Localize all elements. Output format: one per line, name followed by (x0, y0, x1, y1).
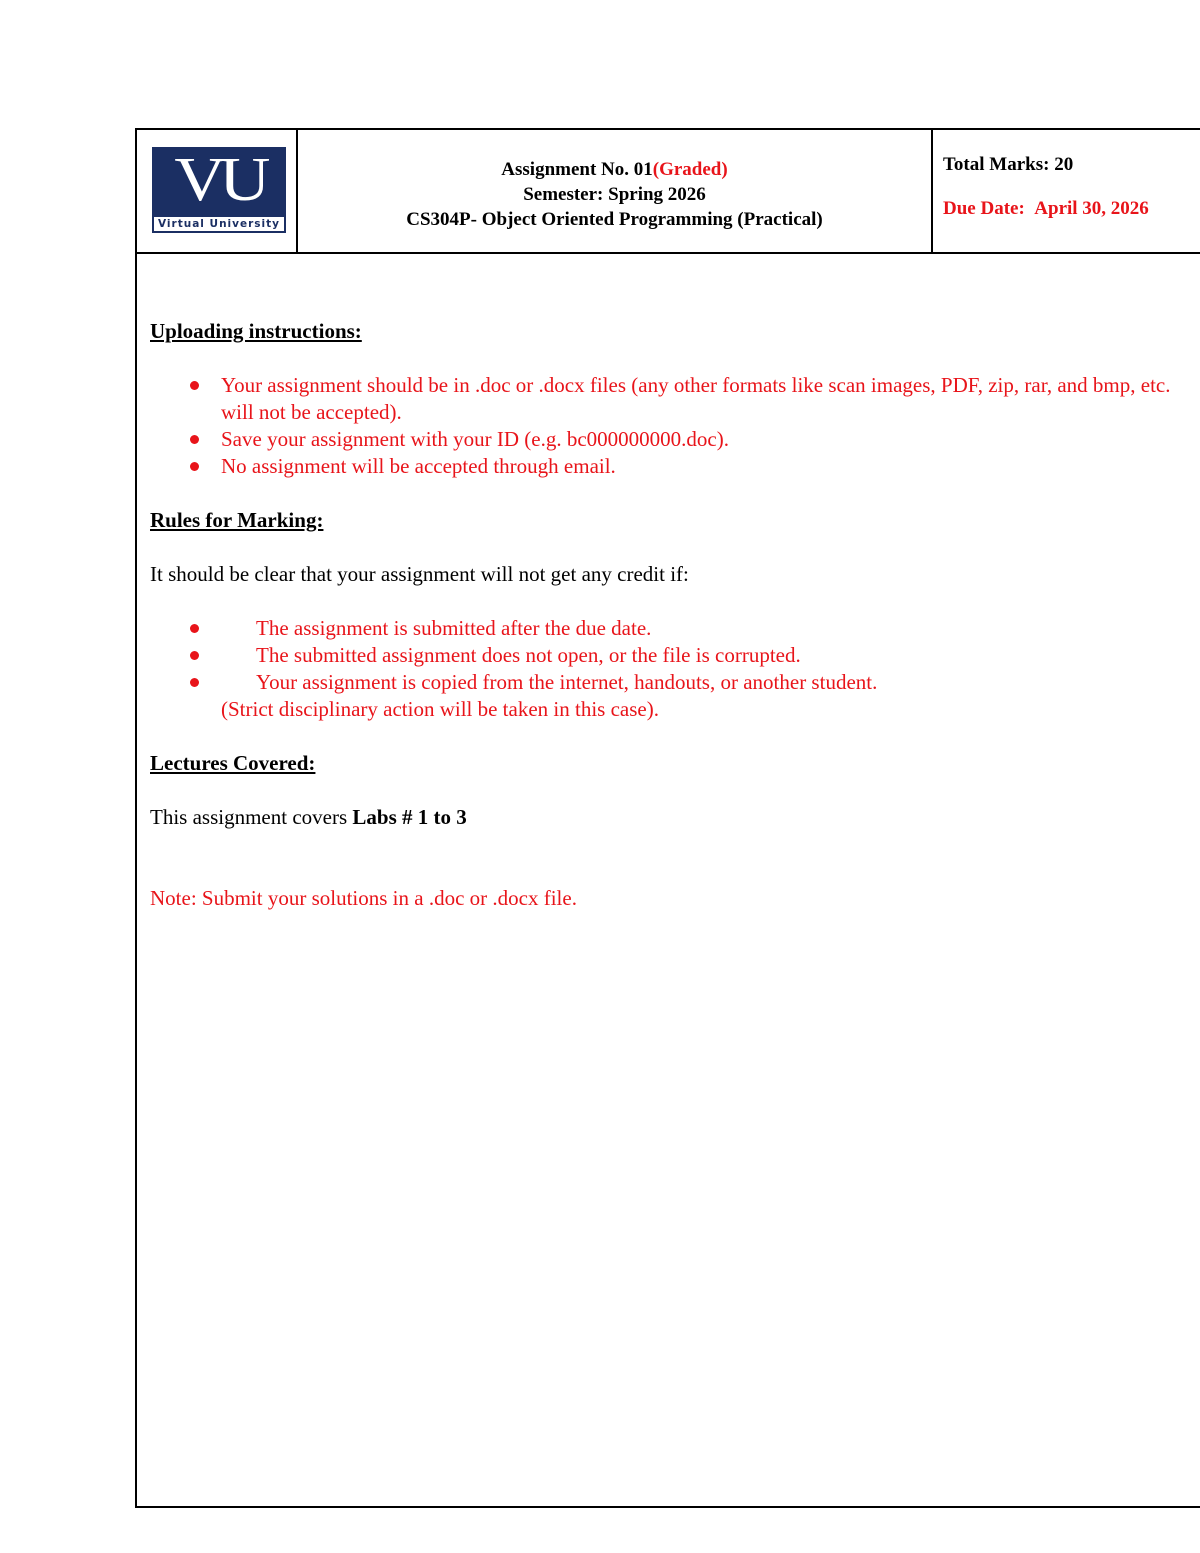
graded-label: (Graded) (652, 159, 728, 180)
bullet-icon (190, 651, 199, 660)
bullet-icon (190, 462, 199, 471)
course-title: CS304P- Object Oriented Programming (Practical) (406, 209, 823, 230)
list-item: Save your assignment with your ID (e.g. bc000000000.doc). (150, 426, 1190, 453)
uploading-heading: Uploading instructions: (150, 319, 362, 343)
lectures-text: This assignment covers Labs # 1 to 3 (150, 805, 467, 829)
disciplinary-note: (Strict disciplinary action will be taken in this case). (221, 697, 659, 721)
assignment-number: Assignment No. 01 (501, 159, 653, 180)
list-item: No assignment will be accepted through email. (150, 453, 1190, 480)
uploading-list (150, 372, 1190, 480)
rules-intro: It should be clear that your assignment will not get any credit if: (150, 562, 689, 586)
list-item: Your assignment should be in .doc or .docx files (any other formats like scan images, PDF, zip, rar, and bmp, etc. will not be accepted). (150, 372, 1190, 426)
bullet-icon (190, 624, 199, 633)
bullet-icon (190, 435, 199, 444)
marks-cell (933, 130, 1200, 252)
logo-name: Virtual University (152, 215, 286, 233)
due-date-label: Due Date: (943, 198, 1025, 219)
logo-cell (137, 130, 298, 252)
rules-list (150, 615, 1190, 696)
assignment-body (150, 318, 1190, 912)
assignment-page-frame (135, 128, 1200, 1508)
header-table (137, 130, 1200, 254)
list-item: The submitted assignment does not open, or the file is corrupted. (150, 642, 1190, 669)
lectures-heading: Lectures Covered: (150, 751, 316, 775)
bullet-icon (190, 678, 199, 687)
due-date (943, 198, 1200, 220)
title-cell (298, 130, 933, 252)
logo-mark: VU (174, 146, 264, 214)
semester-label: Semester: Spring 2026 (523, 184, 706, 205)
university-logo (152, 147, 286, 233)
assignment-title (298, 157, 931, 182)
rules-heading: Rules for Marking: (150, 508, 324, 532)
lectures-range: Labs # 1 to 3 (352, 805, 467, 829)
bullet-icon (190, 381, 199, 390)
submission-note: Note: Submit your solutions in a .doc or .docx file. (150, 886, 577, 910)
list-item: Your assignment is copied from the internet, handouts, or another student. (150, 669, 1190, 696)
total-marks: Total Marks: 20 (943, 154, 1074, 175)
due-date-value: April 30, 2026 (1034, 198, 1149, 219)
list-item: The assignment is submitted after the due date. (150, 615, 1190, 642)
